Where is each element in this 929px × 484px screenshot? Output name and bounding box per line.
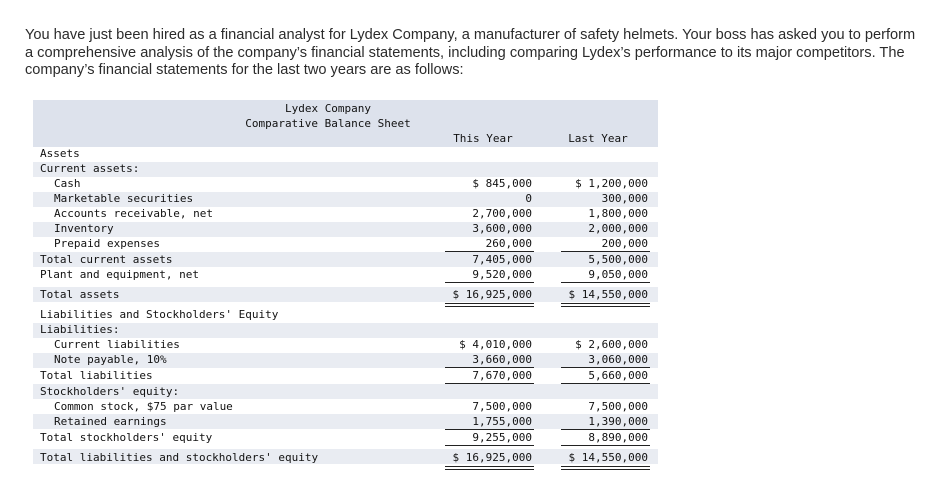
value-this-year: 7,405,000: [472, 253, 532, 266]
value-last-year: 9,050,000: [588, 268, 648, 281]
row-label: Accounts receivable, net: [54, 207, 213, 220]
value-this-year: $ 845,000: [472, 177, 532, 190]
value-this-year: 7,500,000: [472, 400, 532, 413]
value-last-year: $ 14,550,000: [568, 288, 648, 301]
column-header-last-year: Last Year: [568, 132, 628, 145]
row-band: [33, 222, 658, 237]
value-this-year: $ 16,925,000: [452, 451, 532, 464]
row-label: Marketable securities: [54, 192, 194, 205]
value-last-year: 2,000,000: [588, 222, 648, 235]
value-last-year: 300,000: [601, 192, 648, 205]
row-label: Total stockholders' equity: [40, 431, 213, 444]
value-last-year: 3,060,000: [588, 353, 648, 366]
value-this-year: 2,700,000: [472, 207, 532, 220]
row-label: Cash: [54, 177, 81, 190]
row-label: Total assets: [40, 288, 120, 301]
intro-paragraph: You have just been hired as a financial analyst for Lydex Company, a manufacturer of safety helmets. Your boss has asked you to perform a comprehensive analysis of the company’s financial statements, including comparing Lydex’s performance to its major competitors. The company’s financial statements for the last two years are as follows:: [25, 27, 916, 78]
statement-title: Comparative Balance Sheet: [245, 117, 411, 130]
value-last-year: 8,890,000: [588, 431, 648, 444]
value-last-year: $ 2,600,000: [575, 338, 648, 351]
value-this-year: 9,255,000: [472, 431, 532, 444]
value-this-year: 0: [525, 192, 532, 205]
subtotal-rule: [445, 383, 534, 384]
value-this-year: 1,755,000: [472, 415, 532, 428]
subheading-stockholders-equity: Stockholders' equity:: [40, 385, 180, 398]
value-this-year: 9,520,000: [472, 268, 532, 281]
total-double-rule: [445, 466, 534, 470]
subtotal-rule: [445, 445, 534, 446]
row-label: Common stock, $75 par value: [54, 400, 233, 413]
total-double-rule: [561, 466, 650, 470]
value-this-year: $ 4,010,000: [459, 338, 532, 351]
value-last-year: 1,390,000: [588, 415, 648, 428]
value-last-year: $ 14,550,000: [568, 451, 648, 464]
value-this-year: 260,000: [485, 237, 532, 250]
section-heading-liabilities-equity: Liabilities and Stockholders' Equity: [40, 308, 279, 321]
value-last-year: 5,660,000: [588, 369, 648, 382]
row-label: Inventory: [54, 222, 114, 235]
value-this-year: 3,660,000: [472, 353, 532, 366]
row-band: [33, 287, 658, 302]
row-label: Note payable, 10%: [54, 353, 167, 366]
subtotal-rule: [445, 282, 534, 283]
value-last-year: 7,500,000: [588, 400, 648, 413]
total-double-rule: [561, 303, 650, 307]
value-last-year: $ 1,200,000: [575, 177, 648, 190]
value-this-year: 3,600,000: [472, 222, 532, 235]
row-label: Total current assets: [40, 253, 173, 266]
value-this-year: 7,670,000: [472, 369, 532, 382]
balance-sheet: [33, 100, 658, 472]
value-last-year: 1,800,000: [588, 207, 648, 220]
section-heading-assets: Assets: [40, 147, 80, 160]
row-label: Plant and equipment, net: [40, 268, 199, 281]
row-label: Total liabilities and stockholders' equity: [40, 451, 319, 464]
subheading-liabilities: Liabilities:: [40, 323, 120, 336]
subtotal-rule: [561, 383, 650, 384]
row-band: [33, 323, 658, 338]
value-last-year: 5,500,000: [588, 253, 648, 266]
company-name: Lydex Company: [284, 102, 372, 115]
subtotal-rule: [561, 282, 650, 283]
total-double-rule: [445, 303, 534, 307]
subheading-current-assets: Current assets:: [40, 162, 140, 175]
column-header-this-year: This Year: [453, 132, 513, 145]
row-label: Retained earnings: [54, 415, 167, 428]
row-label: Current liabilities: [54, 338, 180, 351]
subtotal-rule: [561, 445, 650, 446]
value-last-year: 200,000: [601, 237, 648, 250]
value-this-year: $ 16,925,000: [452, 288, 532, 301]
row-label: Total liabilities: [40, 369, 153, 382]
row-label: Prepaid expenses: [54, 237, 160, 250]
